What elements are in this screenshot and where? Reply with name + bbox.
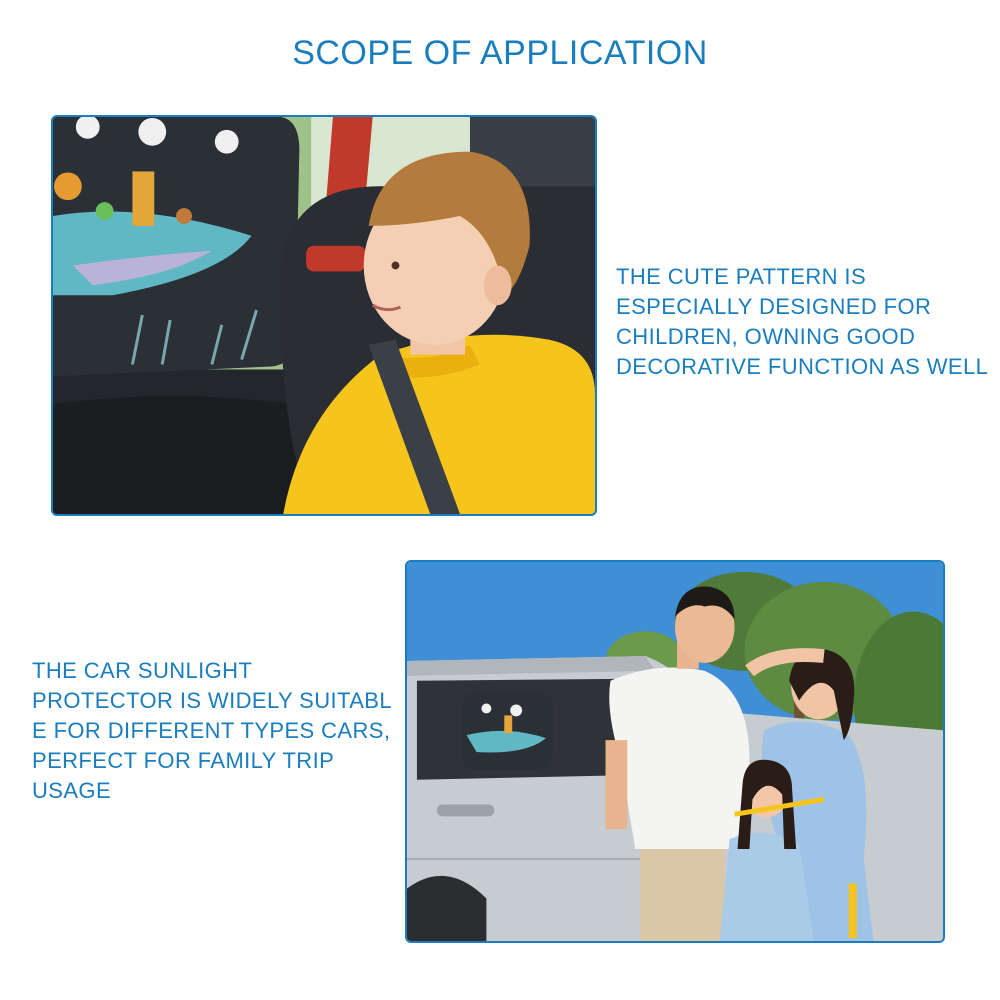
description-line: USAGE	[32, 778, 112, 803]
description-line: PERFECT FOR FAMILY TRIP	[32, 748, 335, 773]
photo-family-by-car-illustration	[407, 562, 943, 941]
description-wide-suitability	[32, 656, 392, 806]
description-line: E FOR DIFFERENT TYPES CARS,	[32, 718, 391, 743]
description-line: THE CUTE PATTERN IS	[616, 264, 867, 289]
photo-boy-in-car-illustration	[53, 117, 595, 514]
description-line: CHILDREN, OWNING GOOD	[616, 324, 916, 349]
photo-boy-in-car	[51, 115, 597, 516]
photo-family-by-car	[405, 560, 945, 943]
cartoon-sun-shade	[53, 117, 299, 376]
page-title: SCOPE OF APPLICATION	[292, 34, 708, 72]
description-line: PROTECTOR IS WIDELY SUITABL	[32, 688, 393, 713]
description-line: ESPECIALLY DESIGNED FOR	[616, 294, 932, 319]
description-line: THE CAR SUNLIGHT	[32, 658, 253, 683]
description-line: DECORATIVE FUNCTION AS WELL	[616, 354, 989, 379]
description-cute-pattern	[616, 262, 988, 382]
